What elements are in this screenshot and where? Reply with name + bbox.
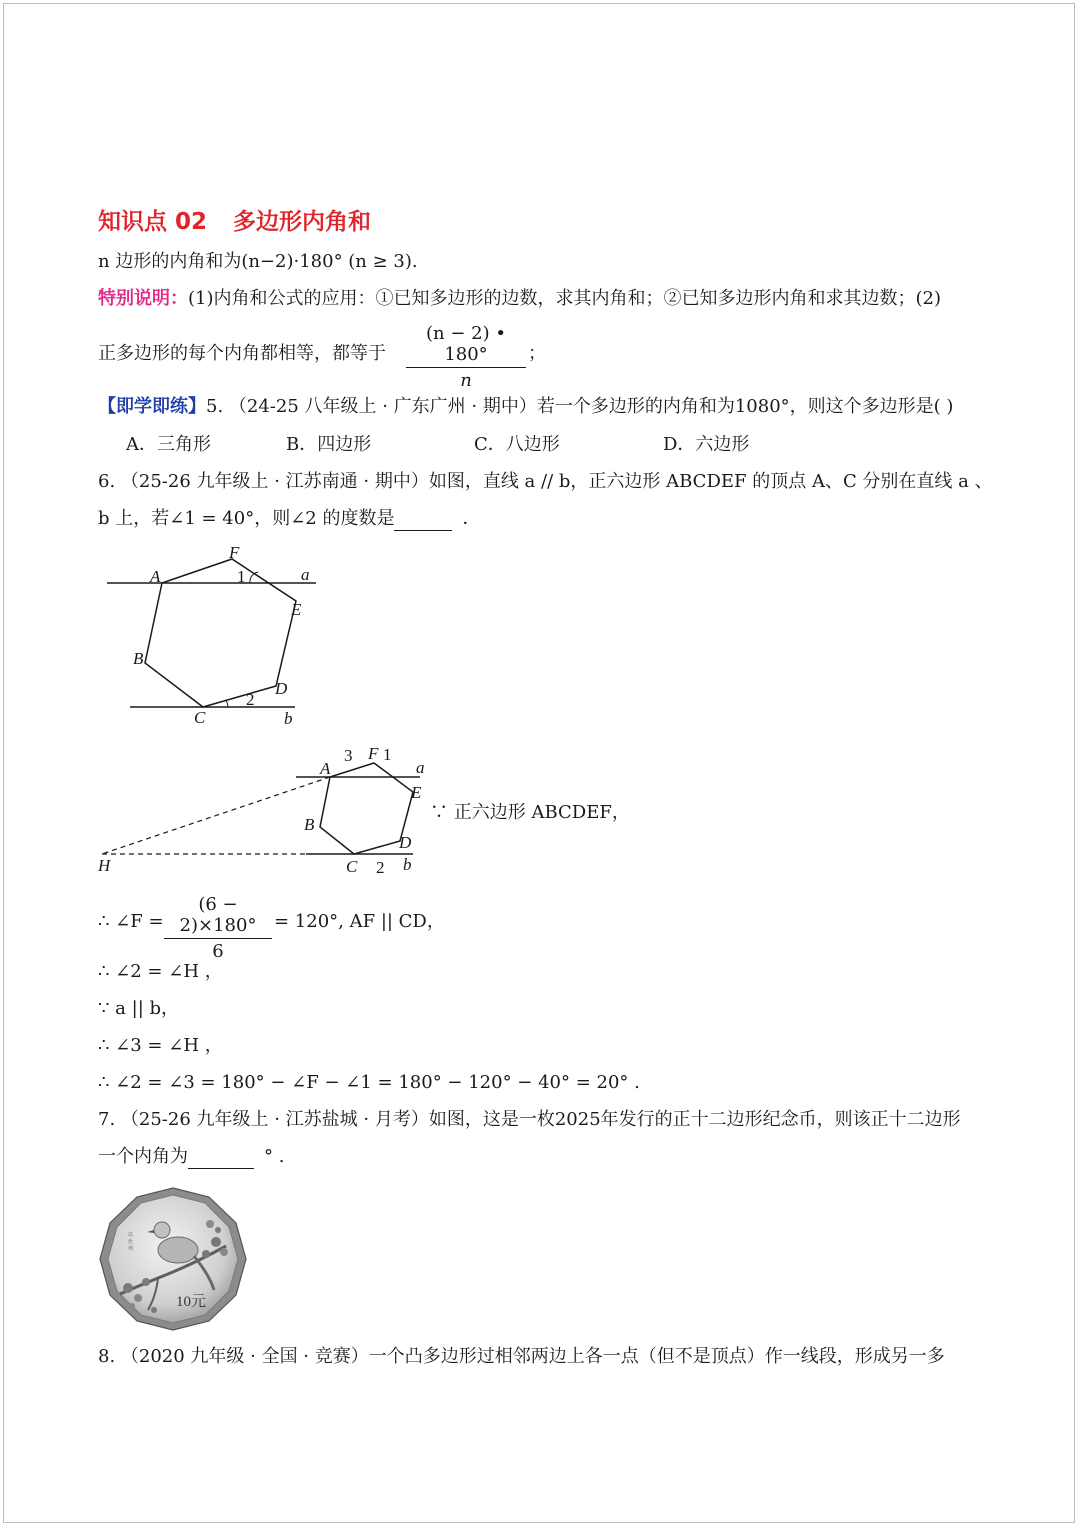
label-line-a: a [301, 565, 310, 584]
label-c-vertex: C [346, 857, 358, 876]
answer-blank [188, 1148, 254, 1169]
solution-fraction-bar [164, 938, 272, 939]
question-5-text: 5. （24-25 八年级上 · 广东广州 · 期中）若一个多边形的内角和为1080°，则这个多边形是( ) [206, 396, 954, 417]
section-title [98, 203, 371, 236]
question-7-line2-text: 一个内角为 [98, 1146, 188, 1167]
answer-blank [394, 510, 452, 531]
solution-because-hexagon: ∵ 正六边形 ABCDEF， [430, 802, 630, 823]
section-title-text: 多边形内角和 [233, 209, 372, 235]
label-f-vertex: F [229, 543, 240, 562]
question-6-line2-text: b 上，若∠1 = 40°，则∠2 的度数是 [98, 508, 395, 529]
solution-fraction [164, 894, 272, 962]
interior-angle-fraction [406, 323, 526, 391]
solution-fraction-denominator: 6 [212, 941, 224, 962]
svg-text:色: 色 [128, 1240, 134, 1245]
label-f-vertex: F [368, 744, 379, 763]
formula-line: n 边形的内角和为(n−2)·180° (n ≥ 3). [98, 251, 418, 272]
question-8-line1: 8. （2020 九年级 · 全国 · 竞赛）一个凸多边形过相邻两边上各一点（但不是顶点）作一线段，形成另一多 [98, 1346, 945, 1367]
label-e-vertex: E [411, 783, 422, 802]
question-7-line1: 7. （25-26 九年级上 · 江苏盐城 · 月考）如图，这是一枚2025年发行的正十二边形纪念币，则该正十二边形 [98, 1109, 961, 1130]
label-angle-1: 1 [237, 567, 246, 586]
fraction-numerator: (n − 2) • 180° [426, 323, 506, 365]
special-note-label: 特别说明： [98, 288, 188, 309]
question-6-line2 [98, 507, 480, 531]
label-d-vertex: D [399, 833, 412, 852]
solution-step3: ∵ a || b， [98, 998, 179, 1019]
special-note-line2: 正多边形的每个内角都相等，都等于 [98, 343, 386, 364]
label-line-b: b [284, 709, 293, 728]
solution-step1-suffix: = 120°, AF || CD， [274, 911, 445, 932]
label-angle-3: 3 [344, 746, 353, 765]
solution-fraction-numerator: (6 − 2)×180° [179, 894, 257, 936]
label-a-vertex: A [320, 759, 331, 778]
special-note-line1 [98, 287, 941, 311]
label-angle-2: 2 [376, 858, 385, 877]
label-d-vertex: D [275, 679, 288, 698]
fraction-bar [406, 367, 526, 368]
solution-step1-prefix: ∴ ∠F = [98, 911, 164, 932]
angle-1-arc [250, 572, 258, 583]
section-title-index: 知识点 02 [98, 209, 208, 235]
label-angle-2: 2 [246, 690, 255, 709]
option-c: C．八边形 [474, 434, 560, 455]
label-b-vertex: B [133, 649, 144, 668]
angle-2-arc [226, 700, 228, 707]
svg-text:列: 列 [128, 1247, 134, 1252]
option-a: A．三角形 [126, 434, 211, 455]
question-6-line1: 6. （25-26 九年级上 · 江苏南通 · 期中）如图，直线 a // b，正六边形 ABCDEF 的顶点 A、C 分别在直线 a 、 [98, 471, 993, 492]
label-line-a: a [416, 758, 425, 777]
hexagon-figure-2 [98, 740, 438, 880]
practice-label: 【即学即练】 [98, 396, 206, 417]
question-6-line2-end: ． [462, 508, 481, 529]
fraction-denominator: n [460, 370, 472, 391]
solution-step2: ∴ ∠2 = ∠H ， [98, 961, 223, 982]
special-note-suffix: ； [528, 343, 546, 364]
question-7-line2 [98, 1145, 284, 1169]
option-d: D．六边形 [663, 434, 750, 455]
hexagon-abcdef [145, 559, 296, 707]
solution-step5: ∴ ∠2 = ∠3 = 180° − ∠F − ∠1 = 180° − 120° − 40° = 20° . [98, 1072, 640, 1093]
label-h-point: H [98, 856, 111, 875]
commemorative-coin-image [98, 1186, 248, 1332]
label-line-b: b [403, 855, 412, 874]
dashed-line-ah [102, 777, 330, 854]
svg-text:以: 以 [128, 1233, 134, 1238]
label-a-vertex: A [150, 567, 161, 586]
solution-step4: ∴ ∠3 = ∠H ， [98, 1035, 223, 1056]
coin-denomination: 10元 [176, 1294, 207, 1310]
special-note-text: (1)内角和公式的应用：①已知多边形的边数，求其内角和；②已知多边形内角和求其边数；(2) [188, 288, 941, 309]
label-c-vertex: C [194, 708, 206, 727]
hexagon-figure-1 [100, 540, 340, 730]
label-b-vertex: B [304, 815, 315, 834]
option-b: B．四边形 [286, 434, 372, 455]
label-angle-1: 1 [383, 745, 392, 764]
label-e-vertex: E [291, 600, 302, 619]
question-7-line2-end: ° . [264, 1146, 285, 1167]
question-5 [98, 395, 953, 419]
